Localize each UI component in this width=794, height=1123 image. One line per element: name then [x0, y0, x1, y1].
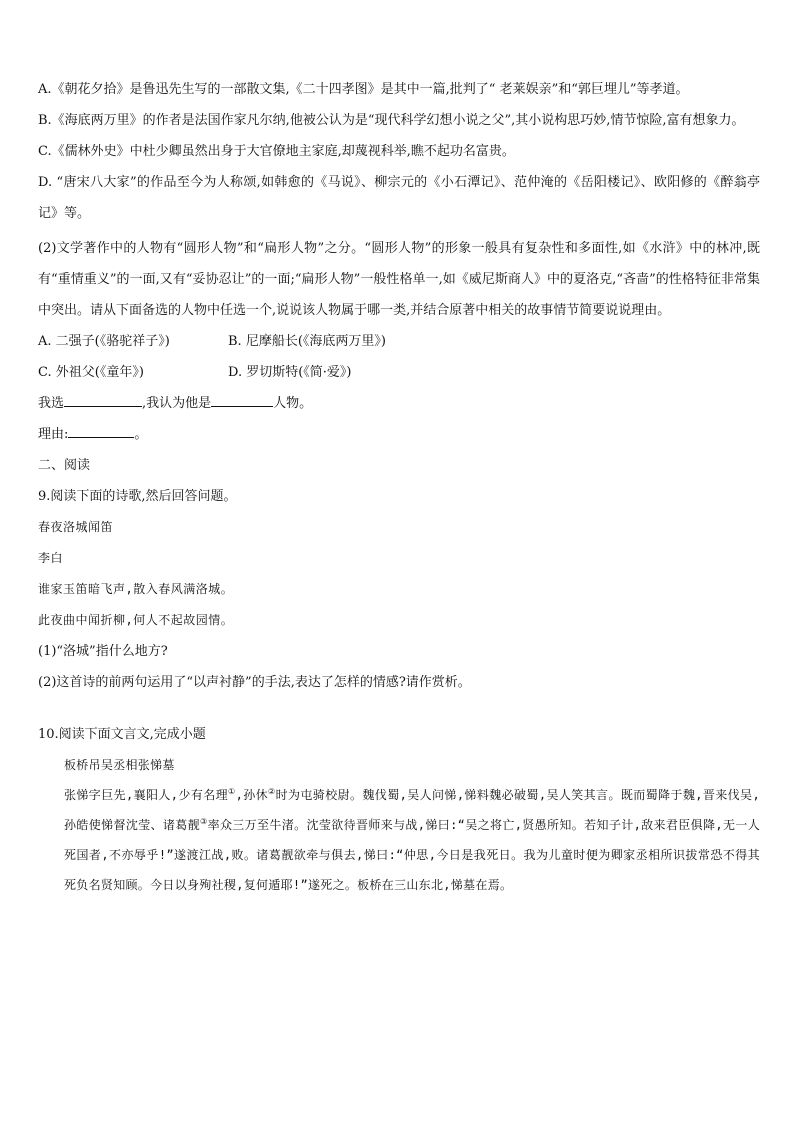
q8-option-d: D. “唐宋八大家”的作品至今为人称颂,如韩愈的《马说》、柳宗元的《小石潭记》、范仲淹的《岳阳楼记》、欧阳修的《醉翁亭记》等。 [38, 175, 760, 221]
spacer [38, 698, 760, 719]
body-part-2: ,孙休 [235, 788, 269, 802]
answer-blank-choice[interactable] [64, 392, 142, 407]
q8-part2-prompt: (2)文学著作中的人物有“圆形人物”和“扁形人物”之分。“圆形人物”的形象一般具有复杂性和多面性,如《水浒》中的林冲,既有“重情重义”的一面,又有“妥协忍让”的一面;“扁形人物”一般性格单一,如《威尼斯商人》中的夏洛克,“吝啬”的性格特征非常集中突出。请从下面备选的人物中任选一个,说说该人物属于哪一类,并结合原著中相关的故事情节简要说说理由。 [38, 241, 760, 318]
choice-row-2 [38, 357, 760, 388]
answer-prefix: 我选 [38, 396, 65, 411]
footnote-marker-2: ② [268, 787, 276, 796]
poem-line-1: 谁家玉笛暗飞声,散入春风满洛城。 [38, 582, 234, 596]
body-part-1: 张悌字巨先,襄阳人,少有名理 [64, 788, 229, 802]
q8-option-c: C.《儒林外史》中杜少卿虽然出身于大官僚地主家庭,却蔑视科举,瞧不起功名富贵。 [38, 144, 515, 159]
reason-line [38, 419, 760, 450]
choice-d: D. 罗切斯特(《简·爱》) [228, 365, 352, 380]
body-part-3: 时为屯骑校尉。魏伐蜀,吴人问悌,悌料魏必破蜀,吴人笑其言。既而蜀降于魏,晋来伐吴,孙皓使悌督沈莹、诸葛靓 [64, 788, 760, 832]
answer-suffix: 人物。 [273, 396, 313, 411]
document-page [38, 74, 760, 900]
poem-line-2: 此夜曲中闻折柳,何人不起故园情。 [38, 613, 234, 627]
answer-blank-type[interactable] [211, 392, 273, 407]
footnote-marker-3: ③ [200, 817, 208, 826]
reason-label: 理由: [38, 427, 69, 442]
answer-middle: ,我认为他是 [142, 396, 212, 411]
q8-option-b: B.《海底两万里》的作者是法国作家凡尔纳,他被公认为是“现代科学幻想小说之父”,其小说构思巧妙,情节惊险,富有想象力。 [38, 113, 745, 128]
q9-sub-question-1: (1)“洛城”指什么地方? [38, 644, 168, 659]
choice-b: B. 尼摩船长(《海底两万里》) [228, 334, 386, 349]
reason-end: 。 [134, 427, 148, 442]
section-heading: 二、阅读 [38, 458, 91, 473]
body-part-4: 率众三万至牛渚。沈莹欲待晋师来与战,悌曰:“吴之将亡,贤愚所知。若知子计,敌来君臣俱降,无一人死国者,不亦辱乎!”遂渡江战,败。诸葛靓欲牵与俱去,悌曰:“仲思,今日是我死日。我为儿童时便为卿家丞相所识拔常恐不得其死负名贤知顾。今日以身殉社稷,复何遁耶!”遂死之。板桥在三山东北,悌墓在焉。 [64, 818, 760, 892]
footnote-marker-1: ① [228, 787, 236, 796]
classical-text-body [38, 780, 760, 900]
poem-title: 春夜洛城闻笛 [38, 520, 114, 534]
answer-line [38, 388, 760, 419]
q10-title: 10.阅读下面文言文,完成小题 [38, 727, 206, 742]
poem-author: 李白 [38, 551, 64, 565]
q9-sub-question-2: (2)这首诗的前两句运用了“以声衬静”的手法,表达了怎样的情感?请作赏析。 [38, 675, 471, 690]
q8-option-a: A.《朝花夕拾》是鲁迅先生写的一部散文集,《二十四孝图》是其中一篇,批判了“ 老莱娱亲”和“郭巨埋儿”等孝道。 [38, 82, 689, 97]
classical-text-title: 板桥吊吴丞相张悌墓 [64, 758, 175, 772]
choice-a: A. 二强子(《骆驼祥子》) [38, 334, 170, 349]
choice-row-1 [38, 326, 760, 357]
choice-c: C. 外祖父(《童年》) [38, 365, 144, 380]
q9-title: 9.阅读下面的诗歌,然后回答问题。 [38, 489, 237, 504]
reason-blank[interactable] [68, 423, 134, 438]
